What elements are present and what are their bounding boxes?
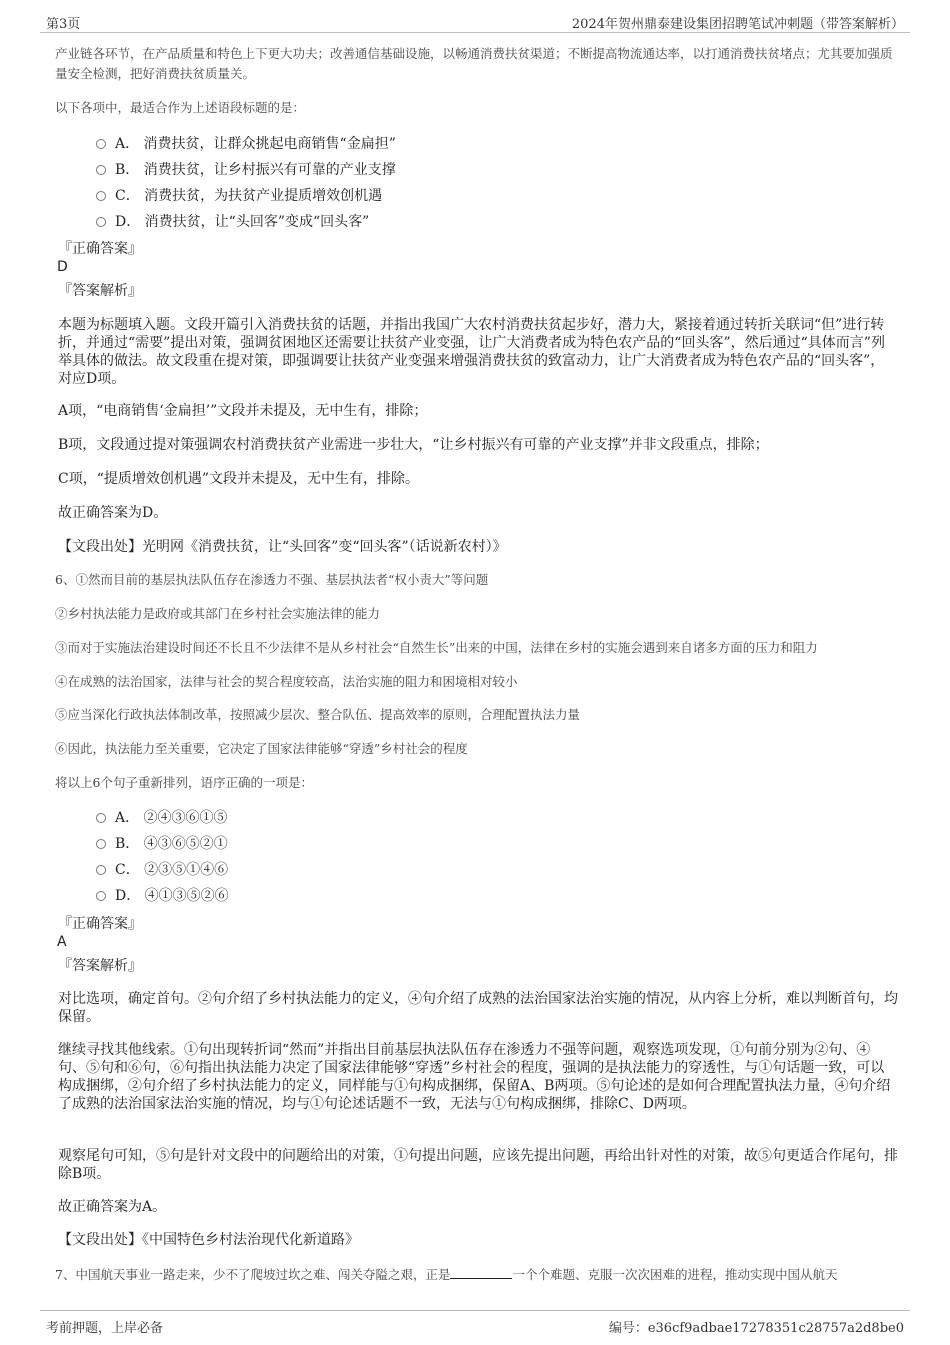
page-footer — [40, 1310, 910, 1341]
page-number: 第3页 — [46, 17, 81, 32]
analysis-paragraph: 继续寻找其他线索。①句出现转折词“然而”并指出目前基层执法队伍存在渗透力不强等问题，观察选项发现，①句前分别为②句、④句、⑤句和⑥句，⑥句指出执法能力决定了国家法律能够“穿透”乡村社会的程度，强调的是执法能力的穿透性，与①句话题一致，可以构成捆绑，②句介绍了乡村执法能力的定义，同样能与①句构成捆绑，保留A、B两项。⑤句论述的是如何合理配置执法力量，④句介绍了成熟的法治国家法治实施的情况，均与①句论述话题不一致，无法与①句构成捆绑，排除C、D两项。 — [58, 1042, 891, 1112]
q5-option-c[interactable]: C． 消费扶贫，为扶贫产业提质增效创机遇 — [96, 186, 382, 206]
q6-sentence: 6、①然而目前的基层执法队伍存在渗透力不强、基层执法者“权小责大”等问题 — [55, 572, 489, 587]
q5-option-d[interactable]: D． 消费扶贫，让“头回客”变成“回头客” — [96, 212, 369, 232]
q6-prompt: 将以上6个句子重新排列，语序正确的一项是： — [55, 775, 313, 790]
analysis-paragraph: 本题为标题填入题。文段开篇引入消费扶贫的话题，并指出我国广大农村消费扶贫起步好，潜力大，紧接着通过转折关联词“但”进行转折，并通过“需要”提出对策，强调贫困地区还需要让扶贫产业变强，让广大消费者成为特色农产品的“回头客”，然后通过“具体而言”列举具体的做法。故文段重在提对策，即强调要让扶贫产业变强来增强消费扶贫的致富动力，让广大消费者成为特色农产品的“回头客”，对应D项。 — [58, 317, 885, 387]
q6-option-b[interactable]: B． ④③⑥⑤②① — [96, 834, 228, 854]
document-id: 编号：e36cf9adbae17278351c28757a2d8be0 — [608, 1321, 904, 1336]
analysis-paragraph: A项，“电商销售‘金扁担’”文段并未提及，无中生有，排除； — [58, 403, 428, 419]
analysis-paragraph: 对比选项，确定首句。②句介绍了乡村执法能力的定义，④句介绍了成熟的法治国家法治实施的情况，从内容上分析，难以判断首句，均保留。 — [58, 991, 898, 1025]
passage-tail: 产业链各环节，在产品质量和特色上下更大功夫；改善通信基础设施，以畅通消费扶贫渠道；不断提高物流通达率，以打通消费扶贫堵点；尤其要加强质量安全检测，把好消费扶贫质量关。 — [55, 46, 893, 81]
correct-answer: D — [57, 259, 68, 275]
source-citation: 【文段出处】光明网《消费扶贫，让“头回客”变“回头客”（话说新农村）》 — [58, 539, 507, 555]
q6-sentence: ②乡村执法能力是政府或其部门在乡村社会实施法律的能力 — [55, 606, 381, 621]
radio-icon[interactable] — [96, 139, 106, 149]
footer-slogan: 考前押题，上岸必备 — [46, 1321, 164, 1336]
analysis-paragraph: C项，“提质增效创机遇”文段并未提及，无中生有，排除。 — [58, 471, 420, 487]
radio-icon[interactable] — [96, 865, 106, 875]
answer-label: 『正确答案』 — [58, 916, 142, 932]
q6-sentence: ⑤应当深化行政执法体制改革，按照减少层次、整合队伍、提高效率的原则，合理配置执法力量 — [55, 707, 581, 722]
q6-option-d[interactable]: D． ④①③⑤②⑥ — [96, 886, 229, 906]
radio-icon[interactable] — [96, 813, 106, 823]
answer-label: 『正确答案』 — [58, 241, 142, 257]
analysis-conclusion: 故正确答案为D。 — [58, 505, 168, 521]
q6-sentence: ④在成熟的法治国家，法律与社会的契合程度较高，法治实施的阻力和困境相对较小 — [55, 674, 518, 689]
analysis-conclusion: 故正确答案为A。 — [58, 1199, 167, 1215]
analysis-label: 『答案解析』 — [58, 958, 142, 974]
page-header — [40, 10, 910, 33]
radio-icon[interactable] — [96, 165, 106, 175]
q6-option-a[interactable]: A． ②④③⑥①⑤ — [96, 808, 228, 828]
radio-icon[interactable] — [96, 191, 106, 201]
correct-answer: A — [57, 934, 67, 950]
q6-sentence: ③而对于实施法治建设时间还不长且不少法律不是从乡村社会“自然生长”出来的中国，法律在乡村的实施会遇到来自诸多方面的压力和阻力 — [55, 640, 818, 655]
q6-option-c[interactable]: C． ②③⑤①④⑥ — [96, 860, 228, 880]
q7-stem: 7、中国航天事业一路走来，少不了爬坡过坎之难、闯关夺隘之艰，正是 一个个难题、克服一次次困难的进程，推动实现中国从航天 — [55, 1267, 838, 1282]
radio-icon[interactable] — [96, 839, 106, 849]
analysis-paragraph: 观察尾句可知，⑤句是针对文段中的问题给出的对策，①句提出问题，应该先提出问题，再给出针对性的对策，故⑤句更适合作尾句，排除B项。 — [58, 1148, 898, 1182]
q6-sentence: ⑥因此，执法能力至关重要，它决定了国家法律能够“穿透”乡村社会的程度 — [55, 741, 468, 756]
source-citation: 【文段出处】《中国特色乡村法治现代化新道路》 — [58, 1232, 359, 1248]
q5-prompt: 以下各项中，最适合作为上述语段标题的是： — [55, 100, 306, 115]
analysis-paragraph: B项，文段通过提对策强调农村消费扶贫产业需进一步壮大，“让乡村振兴有可靠的产业支撑”并非文段重点，排除； — [58, 437, 769, 453]
document-title: 2024年贺州鼎泰建设集团招聘笔试冲刺题（带答案解析） — [571, 17, 904, 32]
q5-option-a[interactable]: A． 消费扶贫，让群众挑起电商销售“金扁担” — [96, 134, 396, 154]
analysis-label: 『答案解析』 — [58, 283, 142, 299]
q5-option-b[interactable]: B． 消费扶贫，让乡村振兴有可靠的产业支撑 — [96, 160, 396, 180]
radio-icon[interactable] — [96, 891, 106, 901]
radio-icon[interactable] — [96, 217, 106, 227]
fill-blank — [450, 1266, 512, 1279]
